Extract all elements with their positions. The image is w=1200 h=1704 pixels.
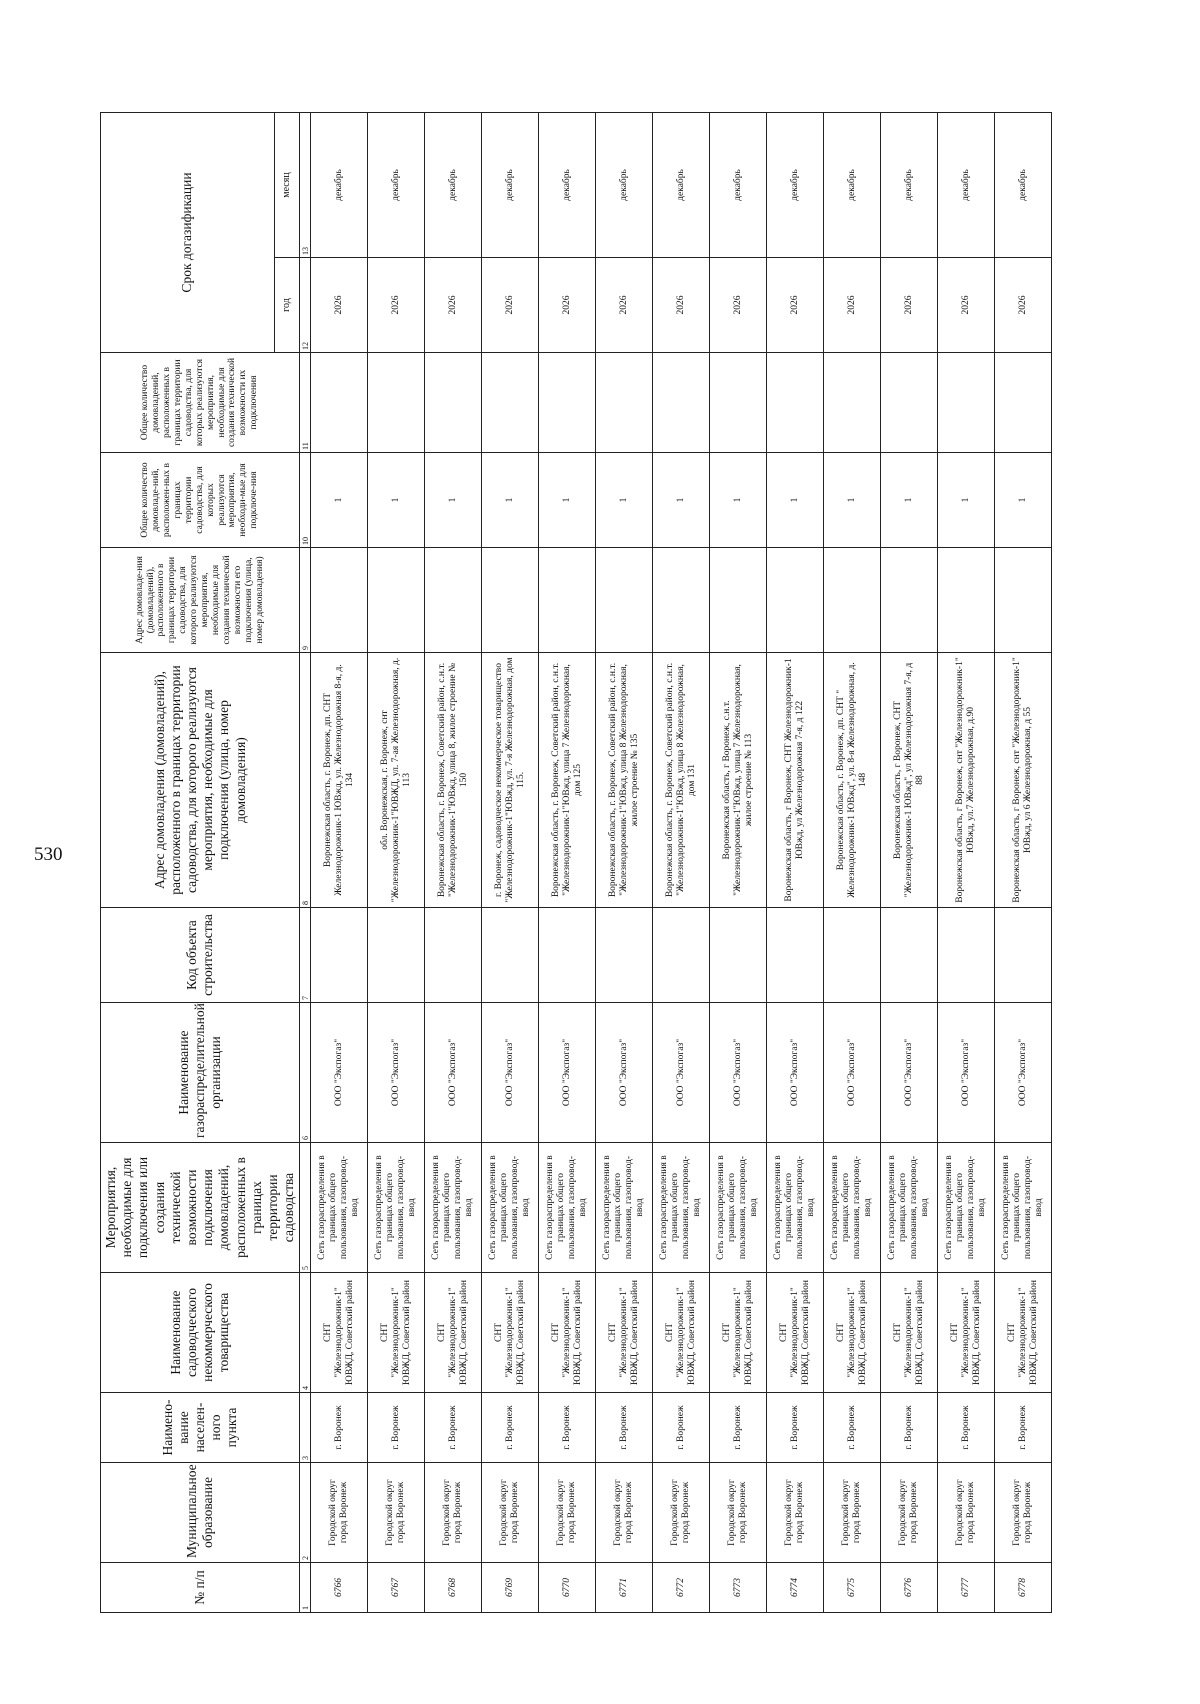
municipality-cell: Городской округ город Воронеж xyxy=(824,1463,881,1563)
row-number: 6776 xyxy=(881,1563,938,1613)
gas-org-cell: ООО "Экспогаз" xyxy=(539,1003,596,1143)
address-connect-cell: Воронежская область, г Воронеж, снт "Железнодорожник-1" ЮВжд, ул.7 Железнодорожная, д.90 xyxy=(938,653,995,908)
table-row xyxy=(653,112,710,1612)
address-connect-cell: Воронежская область, г. Воронеж, Советский район, с.н.т. "Железнодорожник-1"ЮВжд, улица 8 Железнодорожная, дом 131 xyxy=(653,653,710,908)
gas-org-cell: ООО "Экспогаз" xyxy=(710,1003,767,1143)
rotated-table-area xyxy=(100,113,1200,1613)
gas-org-cell: ООО "Экспогаз" xyxy=(995,1003,1052,1143)
gasification-table xyxy=(100,112,1052,1613)
address-tech-cell xyxy=(653,548,710,653)
header-year: год xyxy=(274,258,300,353)
address-connect-cell: Воронежская область, г. Воронеж, Советский район, с.н.т. "Железнодорожник-1"ЮВжд, улица 8, жилое строение № 150 xyxy=(425,653,482,908)
count-connect-cell: 1 xyxy=(596,453,653,548)
object-code-cell xyxy=(767,908,824,1003)
address-connect-cell: Воронежская область, г. Воронеж, дп. СНТ Железнодорожник-1 ЮВжд, ул. Железнодорожная 8-я, д. 134 xyxy=(311,653,368,908)
gas-org-cell: ООО "Экспогаз" xyxy=(368,1003,425,1143)
object-code-cell xyxy=(710,908,767,1003)
month-cell: декабрь xyxy=(311,112,368,257)
municipality-cell: Городской округ город Воронеж xyxy=(881,1463,938,1563)
row-number: 6773 xyxy=(710,1563,767,1613)
count-connect-cell: 1 xyxy=(368,453,425,548)
header-number: № п/п xyxy=(101,1563,300,1613)
table-row xyxy=(311,112,368,1612)
table-row xyxy=(596,112,653,1612)
month-cell: декабрь xyxy=(368,112,425,257)
snt-cell: СНТ "Железнодорожник-1" ЮВЖД, Советский район xyxy=(824,1273,881,1393)
gas-org-cell: ООО "Экспогаз" xyxy=(482,1003,539,1143)
settlement-cell: г. Воронеж xyxy=(482,1393,539,1463)
header-object-code: Код объекта строительства xyxy=(101,908,300,1003)
count-connect-cell: 1 xyxy=(767,453,824,548)
measures-cell: Сеть газораспределения в границах общего пользования, газопровод-ввод xyxy=(653,1143,710,1273)
snt-cell: СНТ "Железнодорожник-1" ЮВЖД, Советский район xyxy=(482,1273,539,1393)
month-cell: декабрь xyxy=(881,112,938,257)
table-body xyxy=(311,112,1052,1612)
month-cell: декабрь xyxy=(824,112,881,257)
address-tech-cell xyxy=(824,548,881,653)
municipality-cell: Городской округ город Воронеж xyxy=(653,1463,710,1563)
table-row xyxy=(881,112,938,1612)
gas-org-cell: ООО "Экспогаз" xyxy=(425,1003,482,1143)
table-row xyxy=(368,112,425,1612)
year-cell: 2026 xyxy=(881,258,938,353)
count-connect-cell: 1 xyxy=(995,453,1052,548)
object-code-cell xyxy=(482,908,539,1003)
column-number-cell: 8 xyxy=(300,653,311,908)
year-cell: 2026 xyxy=(653,258,710,353)
address-connect-cell: г. Воронеж, садоводческое некоммерческое товарищество "Железнодорожник-1"ЮВжд, ул. 7-я Железнодорожная, дом 115. xyxy=(482,653,539,908)
municipality-cell: Городской округ город Воронеж xyxy=(938,1463,995,1563)
gas-org-cell: ООО "Экспогаз" xyxy=(767,1003,824,1143)
municipality-cell: Городской округ город Воронеж xyxy=(425,1463,482,1563)
count-tech-cell xyxy=(596,353,653,453)
count-connect-cell: 1 xyxy=(824,453,881,548)
municipality-cell: Городской округ город Воронеж xyxy=(311,1463,368,1563)
header-snt: Наименование садоводческого некоммерческого товарищества xyxy=(101,1273,300,1393)
settlement-cell: г. Воронеж xyxy=(596,1393,653,1463)
address-tech-cell xyxy=(482,548,539,653)
address-tech-cell xyxy=(539,548,596,653)
measures-cell: Сеть газораспределения в границах общего пользования, газопровод-ввод xyxy=(881,1143,938,1273)
column-number-cell: 4 xyxy=(300,1273,311,1393)
count-tech-cell xyxy=(824,353,881,453)
count-tech-cell xyxy=(995,353,1052,453)
count-tech-cell xyxy=(710,353,767,453)
month-cell: декабрь xyxy=(425,112,482,257)
address-connect-cell: Воронежская область, г Воронеж, СНТ "Железнодорожник-1 ЮВжд", ул Железнодорожная 7-я, д 88 xyxy=(881,653,938,908)
row-number: 6772 xyxy=(653,1563,710,1613)
count-connect-cell: 1 xyxy=(938,453,995,548)
gas-org-cell: ООО "Экспогаз" xyxy=(311,1003,368,1143)
month-cell: декабрь xyxy=(995,112,1052,257)
row-number: 6771 xyxy=(596,1563,653,1613)
object-code-cell xyxy=(539,908,596,1003)
address-tech-cell xyxy=(938,548,995,653)
table-row xyxy=(824,112,881,1612)
month-cell: декабрь xyxy=(596,112,653,257)
settlement-cell: г. Воронеж xyxy=(311,1393,368,1463)
table-row xyxy=(425,112,482,1612)
count-connect-cell: 1 xyxy=(425,453,482,548)
measures-cell: Сеть газораспределения в границах общего пользования, газопровод-ввод xyxy=(311,1143,368,1273)
measures-cell: Сеть газораспределения в границах общего пользования, газопровод-ввод xyxy=(938,1143,995,1273)
gas-org-cell: ООО "Экспогаз" xyxy=(881,1003,938,1143)
snt-cell: СНТ "Железнодорожник-1" ЮВЖД, Советский район xyxy=(425,1273,482,1393)
snt-cell: СНТ "Железнодорожник-1" ЮВЖД, Советский район xyxy=(881,1273,938,1393)
row-number: 6769 xyxy=(482,1563,539,1613)
row-number: 6778 xyxy=(995,1563,1052,1613)
address-tech-cell xyxy=(368,548,425,653)
column-number-cell: 10 xyxy=(300,453,311,548)
settlement-cell: г. Воронеж xyxy=(539,1393,596,1463)
header-count-tech: Общее количество домовладений, расположенных в границах территории садоводства, для которых реализуются мероприятия, необходимые для создания технической возможности их подключения xyxy=(101,353,300,453)
measures-cell: Сеть газораспределения в границах общего пользования, газопровод-ввод xyxy=(539,1143,596,1273)
month-cell: декабрь xyxy=(653,112,710,257)
address-connect-cell: Воронежская область, г Воронеж, СНТ Железнодорожник-1 ЮВжд, ул Железнодорожная 7-я, д 122 xyxy=(767,653,824,908)
address-connect-cell: Воронежская область, г. Воронеж, Советский район, с.н.т. "Железнодорожник-1"ЮВжд, улица 7 Железнодорожная, дом 125 xyxy=(539,653,596,908)
count-connect-cell: 1 xyxy=(710,453,767,548)
gas-org-cell: ООО "Экспогаз" xyxy=(938,1003,995,1143)
count-tech-cell xyxy=(881,353,938,453)
row-number: 6768 xyxy=(425,1563,482,1613)
header-settlement: Наимено-вание населен-ного пункта xyxy=(101,1393,300,1463)
municipality-cell: Городской округ город Воронеж xyxy=(995,1463,1052,1563)
year-cell: 2026 xyxy=(938,258,995,353)
count-tech-cell xyxy=(653,353,710,453)
municipality-cell: Городской округ город Воронеж xyxy=(368,1463,425,1563)
object-code-cell xyxy=(425,908,482,1003)
header-address-tech: Адрес домовладе-ния (домовладений), расположенного в границах территории садоводства, для которого реализуются мероприятия, необходимые для создания технической возможности его подключения (улица, номер домовладения) xyxy=(101,548,300,653)
header-measures: Мероприятия, необходимые для подключения или создания технической возможности подключения домовладений, расположенных в границах территории садоводства xyxy=(101,1143,300,1273)
header-municipality: Муниципальное образование xyxy=(101,1463,300,1563)
table-row xyxy=(710,112,767,1612)
month-cell: декабрь xyxy=(539,112,596,257)
settlement-cell: г. Воронеж xyxy=(767,1393,824,1463)
column-number-cell: 7 xyxy=(300,908,311,1003)
year-cell: 2026 xyxy=(482,258,539,353)
address-tech-cell xyxy=(710,548,767,653)
count-tech-cell xyxy=(311,353,368,453)
address-connect-cell: Воронежская область, г. Воронеж, Советский район, с.н.т. "Железнодорожник-1"ЮВжд, улица 8 Железнодорожная, жилое строение № 135 xyxy=(596,653,653,908)
measures-cell: Сеть газораспределения в границах общего пользования, газопровод-ввод xyxy=(824,1143,881,1273)
municipality-cell: Городской округ город Воронеж xyxy=(767,1463,824,1563)
count-connect-cell: 1 xyxy=(653,453,710,548)
header-gas-org: Наименование газораспределительной организации xyxy=(101,1003,300,1143)
column-number-row xyxy=(300,112,311,1612)
measures-cell: Сеть газораспределения в границах общего пользования, газопровод-ввод xyxy=(767,1143,824,1273)
snt-cell: СНТ "Железнодорожник-1" ЮВЖД, Советский район xyxy=(368,1273,425,1393)
column-number-cell: 5 xyxy=(300,1143,311,1273)
column-number-cell: 6 xyxy=(300,1003,311,1143)
row-number: 6766 xyxy=(311,1563,368,1613)
count-connect-cell: 1 xyxy=(539,453,596,548)
count-tech-cell xyxy=(368,353,425,453)
row-number: 6767 xyxy=(368,1563,425,1613)
address-tech-cell xyxy=(881,548,938,653)
column-number-cell: 9 xyxy=(300,548,311,653)
year-cell: 2026 xyxy=(710,258,767,353)
measures-cell: Сеть газораспределения в границах общего пользования, газопровод-ввод xyxy=(710,1143,767,1273)
row-number: 6770 xyxy=(539,1563,596,1613)
count-tech-cell xyxy=(539,353,596,453)
municipality-cell: Городской округ город Воронеж xyxy=(596,1463,653,1563)
snt-cell: СНТ "Железнодорожник-1" ЮВЖД, Советский район xyxy=(938,1273,995,1393)
gas-org-cell: ООО "Экспогаз" xyxy=(596,1003,653,1143)
count-tech-cell xyxy=(938,353,995,453)
snt-cell: СНТ "Железнодорожник-1" ЮВЖД, Советский район xyxy=(995,1273,1052,1393)
month-cell: декабрь xyxy=(710,112,767,257)
year-cell: 2026 xyxy=(425,258,482,353)
municipality-cell: Городской округ город Воронеж xyxy=(482,1463,539,1563)
object-code-cell xyxy=(938,908,995,1003)
count-tech-cell xyxy=(425,353,482,453)
count-connect-cell: 1 xyxy=(881,453,938,548)
measures-cell: Сеть газораспределения в границах общего пользования, газопровод-ввод xyxy=(596,1143,653,1273)
object-code-cell xyxy=(311,908,368,1003)
month-cell: декабрь xyxy=(938,112,995,257)
snt-cell: СНТ "Железнодорожник-1" ЮВЖД, Советский район xyxy=(653,1273,710,1393)
measures-cell: Сеть газораспределения в границах общего пользования, газопровод-ввод xyxy=(425,1143,482,1273)
address-tech-cell xyxy=(596,548,653,653)
row-number: 6775 xyxy=(824,1563,881,1613)
object-code-cell xyxy=(995,908,1052,1003)
address-tech-cell xyxy=(995,548,1052,653)
gas-org-cell: ООО "Экспогаз" xyxy=(824,1003,881,1143)
object-code-cell xyxy=(653,908,710,1003)
measures-cell: Сеть газораспределения в границах общего пользования, газопровод-ввод xyxy=(368,1143,425,1273)
header-address-connect: Адрес домовладения (домовладений), расположенного в границах территории садоводства, для которого реализуются мероприятия, необходимые для подключения (улица, номер домовладения) xyxy=(101,653,300,908)
snt-cell: СНТ "Железнодорожник-1" ЮВЖД, Советский район xyxy=(710,1273,767,1393)
table-row xyxy=(938,112,995,1612)
object-code-cell xyxy=(368,908,425,1003)
snt-cell: СНТ "Железнодорожник-1" ЮВЖД, Советский район xyxy=(539,1273,596,1393)
measures-cell: Сеть газораспределения в границах общего пользования, газопровод-ввод xyxy=(482,1143,539,1273)
column-number-cell: 1 xyxy=(300,1563,311,1613)
address-tech-cell xyxy=(425,548,482,653)
count-tech-cell xyxy=(482,353,539,453)
month-cell: декабрь xyxy=(767,112,824,257)
column-number-cell: 13 xyxy=(300,112,311,257)
count-connect-cell: 1 xyxy=(311,453,368,548)
table-row xyxy=(995,112,1052,1612)
table-row xyxy=(482,112,539,1612)
row-number: 6774 xyxy=(767,1563,824,1613)
header-count-connect: Общее количество домовладе-ний, расположен-ных в границах территории садоводства, для которых реализуются мероприятия, необходи-мые для подключе-ния xyxy=(101,453,300,548)
count-tech-cell xyxy=(767,353,824,453)
page-number: 530 xyxy=(34,844,63,865)
year-cell: 2026 xyxy=(824,258,881,353)
address-tech-cell xyxy=(311,548,368,653)
settlement-cell: г. Воронеж xyxy=(995,1393,1052,1463)
year-cell: 2026 xyxy=(539,258,596,353)
address-connect-cell: Воронежская область, г Воронеж, с.н.т. "Железнодорожник-1"ЮВжд, улица 7 Железнодорожная, жилое строение № 113 xyxy=(710,653,767,908)
row-number: 6777 xyxy=(938,1563,995,1613)
address-connect-cell: обл. Воронежская, г. Воронеж, снт "Железнодорожник-1"ЮВЖД, ул. 7-ая Железнодорожная, д. 113 xyxy=(368,653,425,908)
settlement-cell: г. Воронеж xyxy=(425,1393,482,1463)
address-tech-cell xyxy=(767,548,824,653)
table-row xyxy=(539,112,596,1612)
settlement-cell: г. Воронеж xyxy=(881,1393,938,1463)
object-code-cell xyxy=(881,908,938,1003)
year-cell: 2026 xyxy=(995,258,1052,353)
municipality-cell: Городской округ город Воронеж xyxy=(710,1463,767,1563)
address-connect-cell: Воронежская область, г Воронеж, снт "Железнодорожник-1" ЮВжд, ул 6 Железнодорожная, д 55 xyxy=(995,653,1052,908)
column-number-cell: 2 xyxy=(300,1463,311,1563)
object-code-cell xyxy=(596,908,653,1003)
year-cell: 2026 xyxy=(368,258,425,353)
month-cell: декабрь xyxy=(482,112,539,257)
measures-cell: Сеть газораспределения в границах общего пользования, газопровод-ввод xyxy=(995,1143,1052,1273)
count-connect-cell: 1 xyxy=(482,453,539,548)
column-number-cell: 3 xyxy=(300,1393,311,1463)
year-cell: 2026 xyxy=(767,258,824,353)
address-connect-cell: Воронежская область, г. Воронеж, дп. СНТ " Железнодорожник-1 ЮВжд", ул. 8-я Железнодорожная, д. 148 xyxy=(824,653,881,908)
year-cell: 2026 xyxy=(596,258,653,353)
header-deadline: Срок догазификации xyxy=(101,112,275,352)
column-number-cell: 12 xyxy=(300,258,311,353)
snt-cell: СНТ "Железнодорожник-1" ЮВЖД, Советский район xyxy=(596,1273,653,1393)
settlement-cell: г. Воронеж xyxy=(653,1393,710,1463)
snt-cell: СНТ "Железнодорожник-1" ЮВЖД, Советский район xyxy=(767,1273,824,1393)
year-cell: 2026 xyxy=(311,258,368,353)
settlement-cell: г. Воронеж xyxy=(710,1393,767,1463)
header-month: месяц xyxy=(274,112,300,257)
object-code-cell xyxy=(824,908,881,1003)
settlement-cell: г. Воронеж xyxy=(938,1393,995,1463)
municipality-cell: Городской округ город Воронеж xyxy=(539,1463,596,1563)
snt-cell: СНТ "Железнодорожник-1" ЮВЖД, Советский район xyxy=(311,1273,368,1393)
settlement-cell: г. Воронеж xyxy=(824,1393,881,1463)
table-row xyxy=(767,112,824,1612)
settlement-cell: г. Воронеж xyxy=(368,1393,425,1463)
column-number-cell: 11 xyxy=(300,353,311,453)
gas-org-cell: ООО "Экспогаз" xyxy=(653,1003,710,1143)
